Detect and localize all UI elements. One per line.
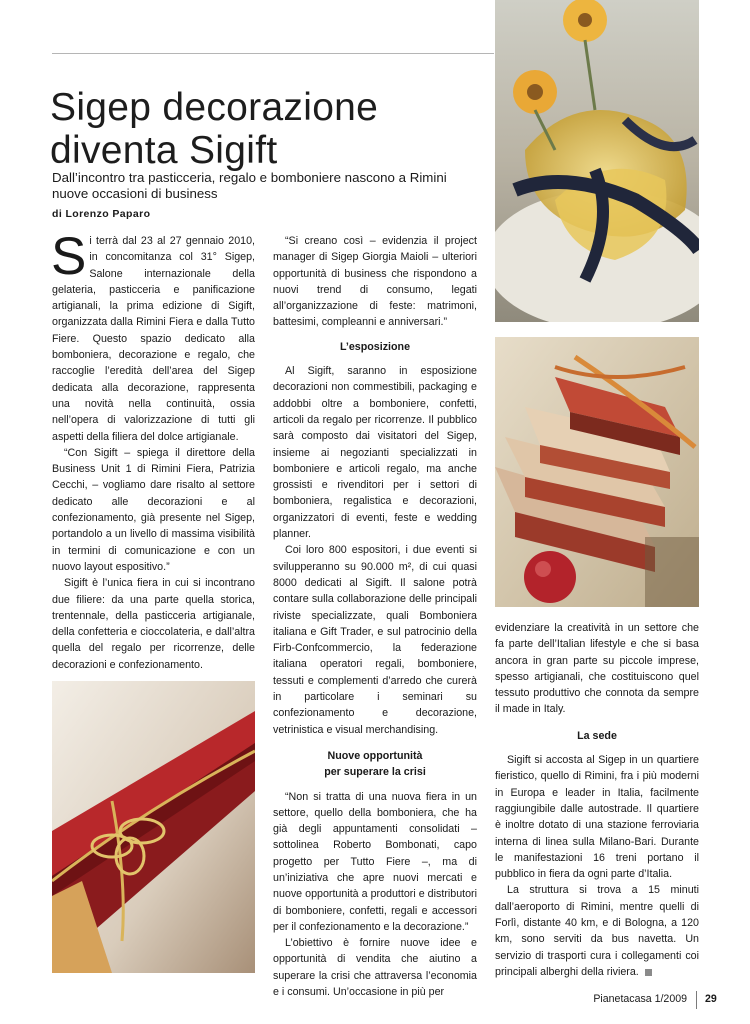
photo-red-gift-box-graphic bbox=[52, 681, 255, 973]
page-footer bbox=[0, 993, 750, 1009]
drop-cap: S bbox=[51, 227, 87, 286]
section-heading bbox=[273, 748, 477, 781]
paragraph: “Con Sigift – spiega il direttore della Business Unit 1 di Rimini Fiera, Patrizia Cecchi, – vogliamo dare risalto al settore dedicato alle decorazioni e al confezionamento, già presente nel Sigep, portandolo a un livello di massima visibilità in termini di comunicazione e con un nuovo layout espositivo.” bbox=[52, 446, 255, 573]
paragraph: Coi loro 800 espositori, i due eventi si svilupperanno su 90.000 m², di cui quasi 8000 dedicati al Sigift. Il salone potrà contare sulla collaborazione delle principali riviste specializzate, quali Bomboniera italiana e Gift Trader, e sul patrocinio della Firb-Confcommercio, la federazione italiana operatori regali, bomboniere, tessuti e complementi d’arredo che curerà in particolare i seminari su confezionamento e decorazione, vetrinistica e visual merchandising. bbox=[273, 544, 477, 736]
paragraph bbox=[51, 227, 255, 445]
paragraph-text: La struttura si trova a 15 minuti dall’aeroporto di Rimini, mentre quelli di Forlì, distante 40 km, e di Bologna, a 120 km, sono serviti da bus navetta. Un servizio di trasporti cura i collegamenti coi principali alberghi della riviera. bbox=[495, 884, 699, 978]
photo-flowers-ribbon bbox=[495, 0, 699, 322]
section-heading-line-2: per superare la crisi bbox=[324, 766, 426, 779]
paragraph: Al Sigift, saranno in esposizione decorazioni non commestibili, packaging e addobbi oltre a bomboniere, confetti, articoli da regalo per ricorrenze. Il pubblico sarà composto dai visitatori del Sigep, insieme ai negozianti specializzati in bomboniere e articoli regalo, ma anche grossisti e rivenditori per i settori di bomboniera, regalistica e decorazioni, organizzatori di eventi, feste e wedding planner. bbox=[273, 365, 477, 541]
section-heading-line-1: Nuove opportunità bbox=[327, 749, 423, 762]
article-title bbox=[50, 86, 490, 172]
photo-red-gift-box bbox=[52, 681, 255, 973]
paragraph: “Non si tratta di una nuova fiera in un settore, quello della bomboniera, che ha già degli appuntamenti consolidati – sottolinea Roberto Bombonati, capo progetto per Tutto Fiere –, ma di un’iniziativa che apre nuovi mercati e nuove opportunità a produttori e distributori di bomboniere, confetti, regali e accessori per il confezionamento e la decorazione.” bbox=[273, 790, 477, 933]
paragraph: “Si creano così – evidenzia il project manager di Sigep Giorgia Maioli – ulteriori opportunità di business che rispondono a nuovi trend di consumo, legati all’organizzazione di feste: matrimoni, battesimi, compleanni e anniversari.” bbox=[273, 235, 477, 329]
photo-flowers-ribbon-graphic bbox=[495, 0, 699, 322]
footer-separator bbox=[696, 991, 697, 1009]
paragraph: Sigift è l’unica fiera in cui si incontrano due filiere: da una parte quella storica, trentennale, della pasticceria artigianale, della confetteria e cioccolateria, e dall’altra quella del regalo per ricorrenze, delle decorazioni e confezionamento. bbox=[52, 577, 255, 671]
subtitle-line-2: nuove occasioni di business bbox=[52, 186, 218, 201]
paragraph bbox=[495, 882, 699, 980]
title-line-2: diventa Sigift bbox=[50, 129, 278, 172]
paragraph: Sigift si accosta al Sigep in un quartiere fieristico, quello di Rimini, fra i più moderni in Europa e leader in Italia, facilmente raggiungibile dalle autostrade. Il quartiere è inoltre dotato di una stazione ferroviaria interna di linea sulla Milano-Bari. Durante le manifestazioni 16 treni portano il pubblico in fiera da ogni parte d’Italia. bbox=[495, 754, 699, 881]
article-subtitle bbox=[52, 170, 492, 202]
text-column-2 bbox=[273, 233, 477, 1000]
end-mark-icon bbox=[645, 969, 652, 976]
paragraph-text: i terrà dal 23 al 27 gennaio 2010, in concomitanza col 31° Sigep, Salone internazionale della gelateria, pasticceria e panificazione artigianali, la prima edizione di Sigift, organizzata dalla Rimini Fiera e dalla Tutto Fiere. Questo spazio dedicato alla bomboniera, decorazione e regalo, che raccoglie l’eredità dell’area del Sigep dedicata alla decorazione, rappresenta una novità nella continuità, ossia nell’opera di valorizzazione di tutti gli aspetti della filiera del dolce artigianale. bbox=[52, 235, 255, 443]
paragraph: L’obiettivo è fornire nuove idee e opportunità di vendita che aiutino a superare la crisi che attraversa l’economia e i consumi. Un’occasione in più per bbox=[273, 937, 477, 999]
photo-stacked-gift-boxes-graphic bbox=[495, 337, 699, 607]
text-column-1 bbox=[51, 227, 255, 673]
header-rule bbox=[52, 53, 494, 54]
text-column-3 bbox=[495, 620, 699, 980]
page-number: 29 bbox=[705, 993, 717, 1005]
section-heading: La sede bbox=[577, 729, 617, 742]
byline: di Lorenzo Paparo bbox=[52, 208, 151, 220]
subtitle-line-1: Dall’incontro tra pasticceria, regalo e bomboniere nascono a Rimini bbox=[52, 170, 447, 185]
publication-name: Pianetacasa 1/2009 bbox=[593, 993, 687, 1005]
title-line-1: Sigep decorazione bbox=[50, 86, 379, 129]
paragraph: evidenziare la creatività in un settore che fa parte dell’Italian lifestyle e che si basa ancora in gran parte su piccole imprese, spesso artigianali, che costituiscono quel tessuto produttivo che connota da sempre il made in Italy. bbox=[495, 622, 699, 716]
photo-stacked-gift-boxes bbox=[495, 337, 699, 607]
section-heading: L’esposizione bbox=[339, 340, 411, 353]
